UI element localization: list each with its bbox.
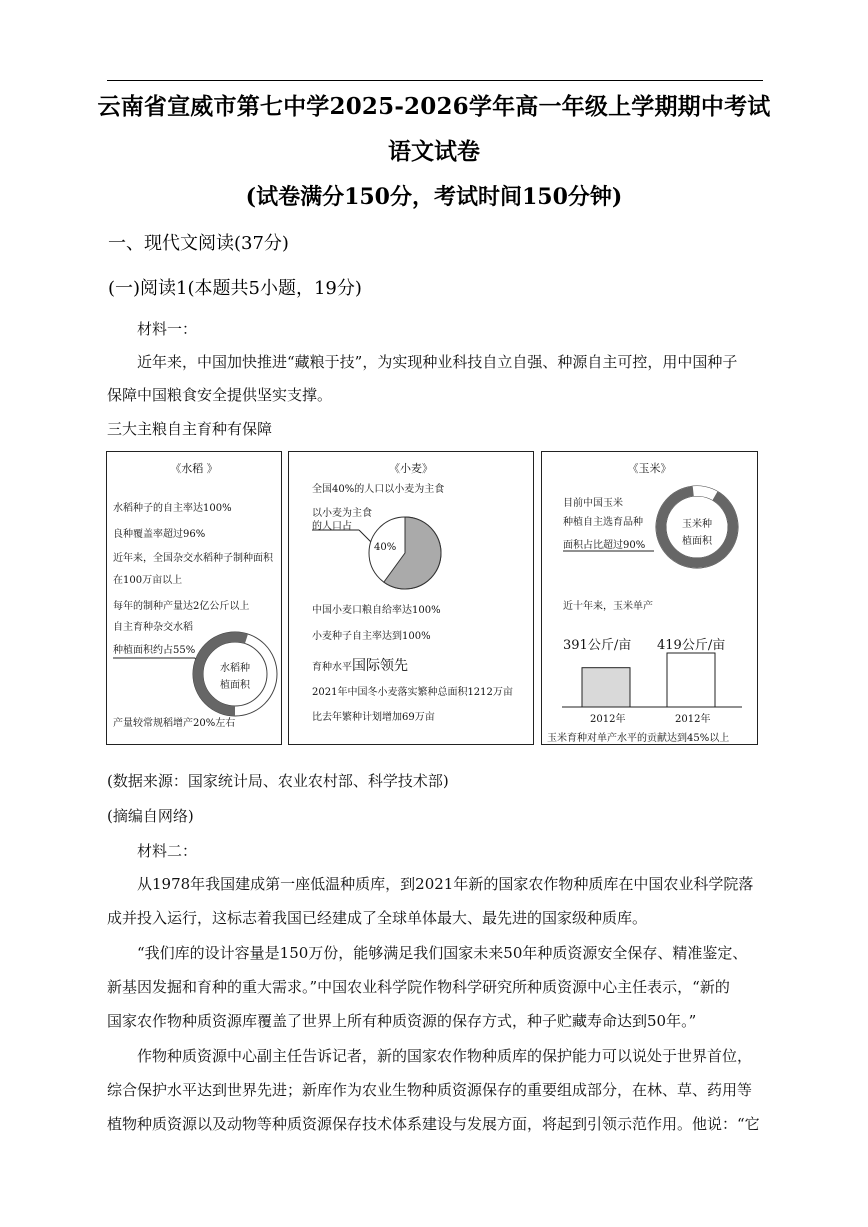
rice-fact: 自主育种杂交水稻: [113, 622, 193, 633]
corn-ring-label: 玉米种: [682, 519, 712, 530]
rice-ring-label: 植面积: [220, 680, 250, 691]
corn-bar-value-label: 419公斤/亩: [657, 638, 726, 653]
header-rule: [107, 80, 763, 81]
rice-panel: [106, 451, 282, 745]
wheat-callout: 的人口占: [312, 521, 352, 532]
exam-title: 云南省宣威市第七中学2025-2026学年高一年级上学期期中考试: [97, 93, 771, 120]
corn-bar-year-label: 2012年: [590, 714, 626, 725]
corn-fact: 种植自主选育品种: [563, 517, 643, 528]
wheat-fact: 全国40%的人口以小麦为主食: [312, 484, 445, 495]
wheat-fact: 2021年中国冬小麦落实繁种总面积1212万亩: [312, 687, 513, 698]
data-source: (数据来源：国家统计局、农业农村部、科学技术部): [107, 772, 449, 790]
material2-para-line: 植物种质资源以及动物等种质资源保存技术体系建设与发展方面，将起到引领示范作用。他说：“它: [107, 1115, 760, 1133]
corn-ring-label: 植面积: [682, 536, 712, 547]
corn-yield-bar-1: [582, 668, 630, 707]
rice-ring-chart: [107, 452, 283, 746]
corn-bar-value-label: 391公斤/亩: [563, 638, 632, 653]
material2-para-line: 从1978年我国建成第一座低温种质库，到2021年新的国家农作物种质库在中国农业科学院落: [137, 875, 754, 893]
material2-label: 材料二：: [137, 842, 198, 860]
wheat-fact: 小麦种子自主率达到100%: [312, 631, 431, 642]
wheat-fact: 中国小麦口粮自给率达100%: [312, 605, 441, 616]
material1-para-line: 保障中国粮食安全提供坚实支撑。: [107, 386, 333, 404]
subsection-heading: (一)阅读1(本题共5小题，19分): [108, 278, 362, 299]
subject-title: 语文试卷: [388, 138, 480, 165]
wheat-fact: 比去年繁种计划增加69万亩: [312, 712, 435, 723]
corn-yield-bar-2: [667, 653, 715, 707]
wheat-pie-chart: [289, 452, 535, 602]
rice-fact: 近年来，全国杂交水稻种子制种面积: [113, 553, 273, 564]
material2-para-line: 综合保护水平达到世界先进；新库作为农业生物种质资源保存的重要组成部分，在林、草、药用等: [107, 1081, 753, 1099]
rice-fact: 种植面积约占55%: [113, 645, 196, 656]
material2-para-line: 成并投入运行，这标志着我国已经建成了全球单体最大、最先进的国家级种质库。: [107, 909, 648, 927]
figure-title: 三大主粮自主育种有保障: [107, 420, 273, 438]
material2-para-line: “我们库的设计容量是150万份，能够满足我们国家未来50年种质资源安全保存、精准鉴定、: [137, 944, 748, 962]
wheat-callout: 以小麦为主食: [312, 508, 372, 519]
rice-ring-label: 水稻种: [220, 663, 250, 674]
rice-panel-title: 《水稻 》: [170, 462, 218, 475]
rice-fact: 水稻种子的自主率达100%: [113, 503, 232, 514]
wheat-fact-highlight: 国际领先: [352, 658, 408, 674]
wheat-fact-prefix: 育种水平: [312, 662, 352, 673]
rice-ring-share-arc: [198, 637, 246, 711]
wheat-panel: [288, 451, 534, 745]
corn-bar-year-label: 2012年: [675, 714, 711, 725]
material2-para-line: 作物种质资源中心副主任告诉记者，新的国家农作物种质库的保护能力可以说处于世界首位，: [137, 1047, 753, 1065]
wheat-fact: [312, 655, 408, 675]
wheat-pie-label: 40%: [374, 542, 397, 553]
section-heading: 一、现代文阅读(37分): [108, 233, 289, 254]
corn-fact: 玉米育种对单产水平的贡献达到45%以上: [547, 733, 730, 744]
wheat-panel-title: 《小麦》: [389, 462, 433, 475]
corn-fact: 目前中国玉米: [563, 498, 623, 509]
material1-label: 材料一：: [137, 320, 198, 338]
material2-para-line: 国家农作物种质资源库覆盖了世界上所有种质资源的保存方式，种子贮藏寿命达到50年。”: [107, 1012, 697, 1030]
rice-fact: 每年的制种产量达2亿公斤以上: [113, 601, 250, 612]
material2-para-line: 新基因发掘和育种的重大需求。”中国农业科学院作物科学研究所种质资源中心主任表示，“新的: [107, 978, 730, 996]
rice-fact: 良种覆盖率超过96%: [113, 529, 206, 540]
rice-fact: 产量较常规稻增产20%左右: [113, 718, 236, 729]
rice-fact: 在100万亩以上: [113, 575, 183, 586]
corn-fact: 面积占比超过90%: [563, 540, 646, 551]
corn-fact: 近十年来，玉米单产: [563, 601, 653, 612]
corn-panel-title: 《玉米》: [627, 462, 672, 475]
exam-info: (试卷满分150分，考试时间150分钟): [245, 184, 623, 210]
corn-panel: [541, 451, 758, 745]
excerpt-note: (摘编自网络): [107, 807, 194, 825]
material1-para-line: 近年来，中国加快推进“藏粮于技”，为实现种业科技自立自强、种源自主可控，用中国种子: [137, 353, 738, 371]
